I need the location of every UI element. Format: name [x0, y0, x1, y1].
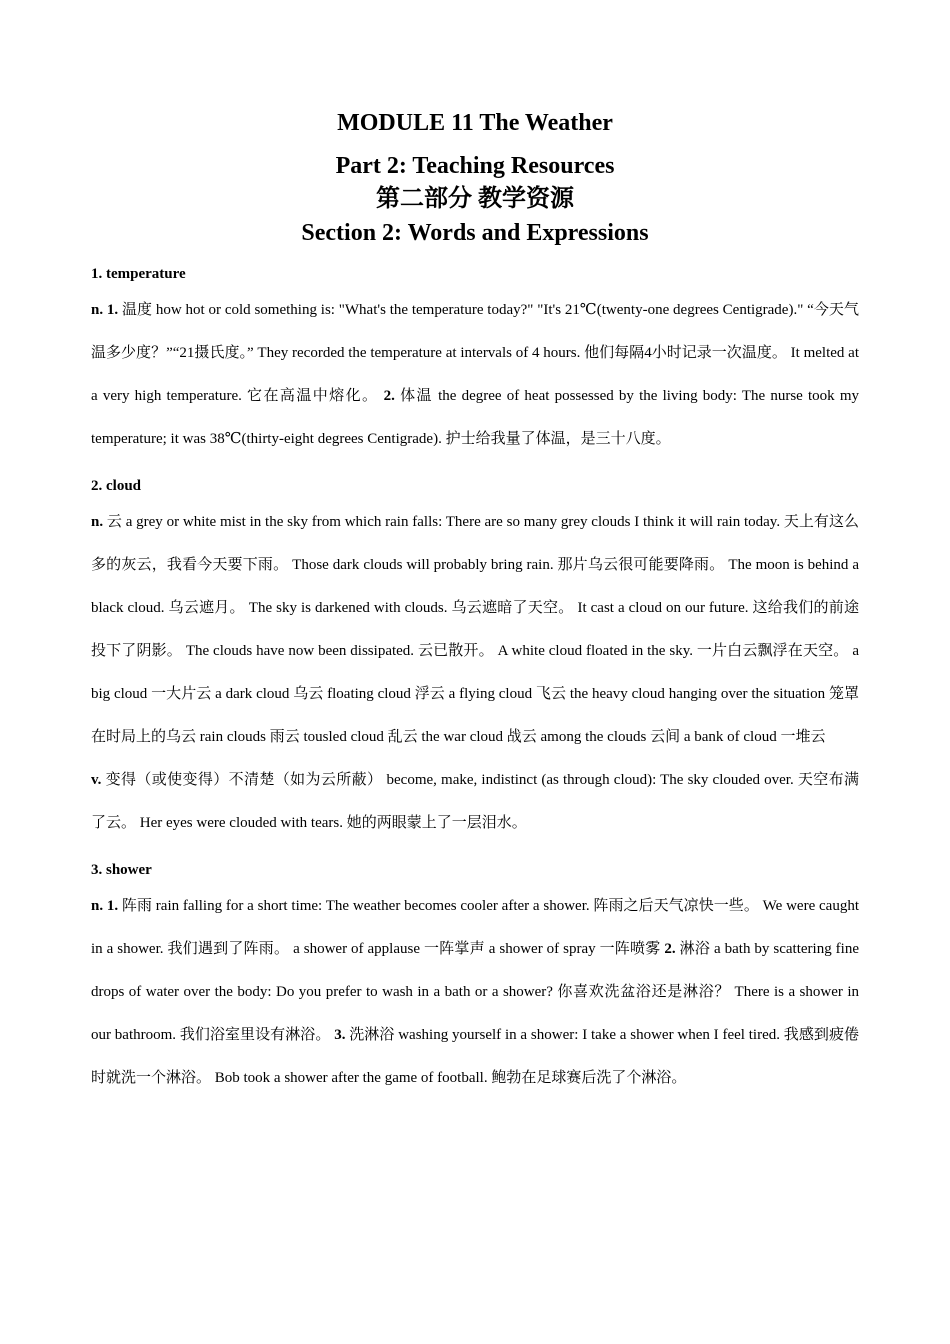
definition-text: 阵雨 rain falling for a short time: The weather becomes cooler after a shower. 阵雨之后天气凉快一些。 We were caught in a shower. 我们遇到了阵雨。 a shower of applause 一阵掌声 a shower of spray 一阵喷雾: [91, 897, 859, 957]
entry-shower-noun: [91, 885, 859, 1100]
entry-heading-temperature: 1. temperature: [91, 265, 186, 282]
definition-text: 体温 the degree of heat possessed by the living body: The nurse took my temperature; it was 38℃(thirty-eight degrees Centigrade). 护士给我量了体温，是三十八度。: [91, 387, 859, 447]
document-page: [91, 108, 859, 1100]
part-of-speech: v.: [91, 771, 102, 788]
sense-number: 2.: [664, 940, 676, 957]
definition-text: 变得（或使变得）不清楚（如为云所蔽） become, make, indistinct (as through cloud): The sky clouded over. 天空布满了云。 Her eyes were clouded with tears. 她的两眼蒙上了一层泪水。: [91, 771, 859, 831]
part-of-speech: n. 1.: [91, 301, 119, 318]
section-title: Section 2: Words and Expressions: [301, 219, 649, 246]
definition-text: 温度 how hot or cold something is: "What's the temperature today?" "It's 21℃(twenty-one degrees Centigrade)." “今天气温多少度？”“21摄氏度。” They recorded the temperature at intervals of 4 hours. 他们每隔4小时记录一次温度。 It melted at a very high temperature. 它在高温中熔化。: [91, 301, 859, 404]
definition-text: 淋浴 a bath by scattering fine drops of water over the body: Do you prefer to wash in a bath or a shower? 你喜欢洗盆浴还是淋浴？ There is a shower in our bathroom. 我们浴室里设有淋浴。: [91, 940, 859, 1043]
sense-number: 2.: [383, 387, 395, 404]
part-title: Part 2: Teaching Resources: [335, 153, 615, 180]
entry-heading-shower: 3. shower: [91, 861, 152, 878]
definition-text: 洗淋浴 washing yourself in a shower: I take a shower when I feel tired. 我感到疲倦时就洗一个淋浴。 Bob took a shower after the game of football. 鲍勃在足球赛后洗了个淋浴。: [91, 1026, 859, 1086]
module-title: MODULE 11 The Weather: [337, 110, 613, 136]
entry-temperature-noun: [91, 289, 859, 461]
definition-text: 云 a grey or white mist in the sky from which rain falls: There are so many grey clouds I think it will rain today. 天上有这么多的灰云，我看今天要下雨。 Those dark clouds will probably bring rain. 那片乌云很可能要降雨。 The moon is behind a black cloud. 乌云遮月。 The sky is darkened with clouds. 乌云遮暗了天空。 It cast a cloud on our future. 这给我们的前途投下了阴影。 The clouds have now been dissipated. 云已散开。 A white cloud floated in the sky. 一片白云飘浮在天空。 a big cloud 一大片云 a dark cloud 乌云 floating cloud 浮云 a flying cloud 飞云 the heavy cloud hanging over the situation 笼罩在时局上的乌云 rain clouds 雨云 tousled cloud 乱云 the war cloud 战云 among the clouds 云间 a bank of cloud 一堆云: [91, 513, 859, 745]
entry-cloud-noun: [91, 501, 859, 759]
sense-number: 3.: [334, 1026, 346, 1043]
part-title-chinese: 第二部分 教学资源: [376, 186, 574, 213]
part-of-speech: n. 1.: [91, 897, 119, 914]
entry-cloud-verb: [91, 759, 859, 845]
entry-heading-cloud: 2. cloud: [91, 477, 142, 494]
part-of-speech: n.: [91, 513, 104, 530]
